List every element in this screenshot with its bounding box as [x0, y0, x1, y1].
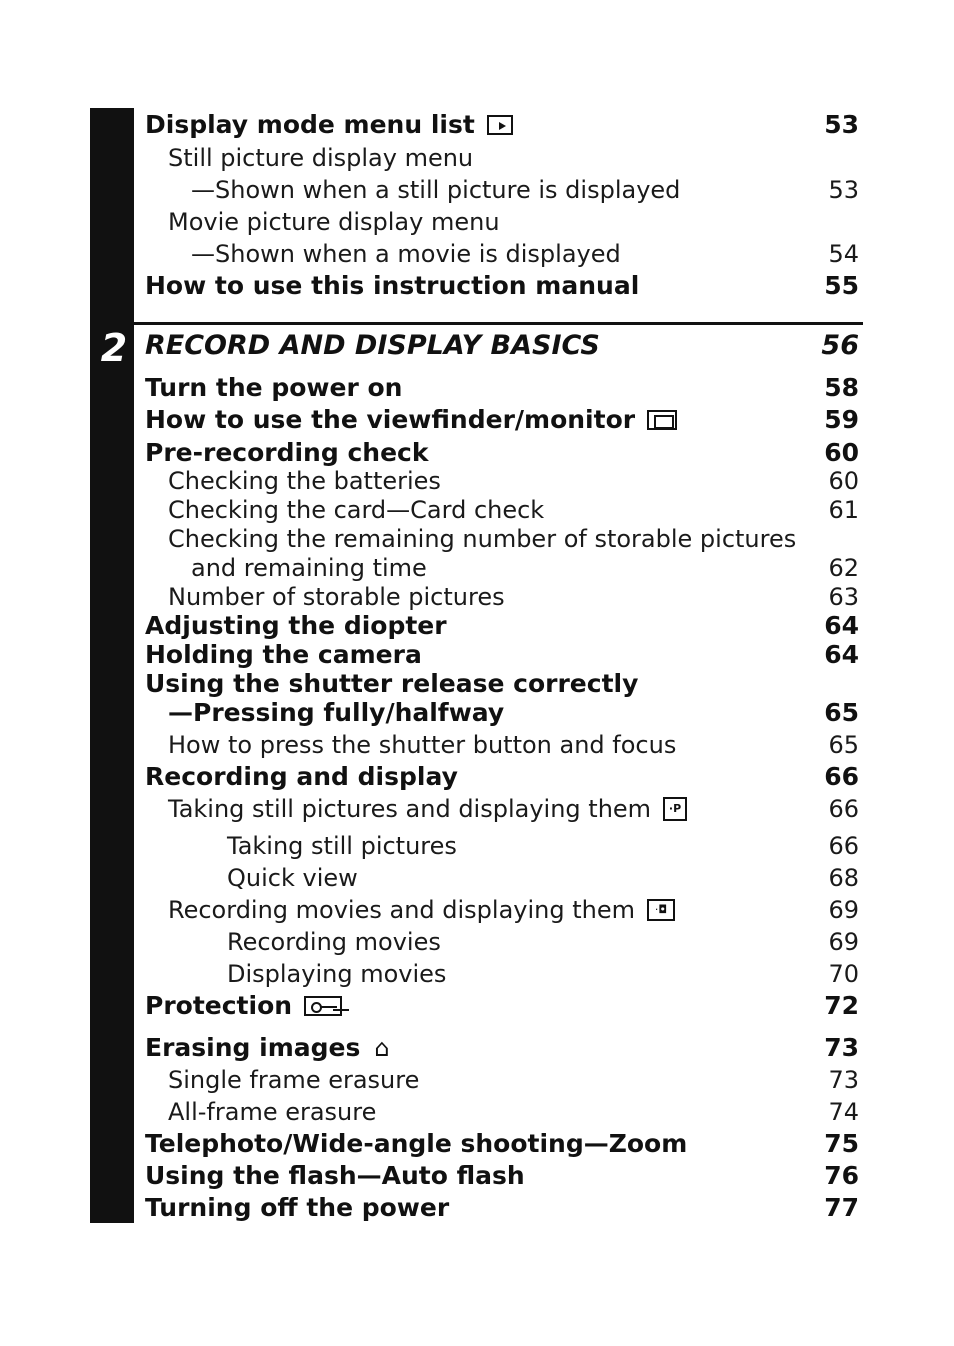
- toc-entry-page: 74: [828, 1098, 859, 1126]
- toc-entry: [0, 1129, 954, 1159]
- toc-entry-page: 61: [828, 496, 859, 524]
- toc-entry-page: 65: [828, 731, 859, 759]
- toc-entry: [0, 495, 954, 525]
- toc-entry: [0, 959, 954, 989]
- toc-entry-label: Holding the camera: [145, 640, 422, 669]
- toc-entry-label: Telephoto/Wide-angle shooting—Zoom: [145, 1129, 688, 1158]
- toc-entry-label: Pre-recording check: [145, 438, 429, 467]
- toc-entry-page: 75: [824, 1129, 859, 1158]
- toc-entry: [0, 1161, 954, 1191]
- movie-mode-icon: ·◘: [647, 899, 675, 921]
- toc-entry-page: 62: [828, 554, 859, 582]
- chapter-number: 2: [100, 326, 128, 370]
- toc-entry-page: 58: [824, 373, 859, 402]
- toc-entry-page: 66: [828, 832, 859, 860]
- monitor-icon: [647, 410, 677, 430]
- toc-entry: [0, 730, 954, 760]
- toc-entry: [0, 373, 954, 403]
- still-picture-mode-icon: ·P: [663, 797, 687, 821]
- toc-entry-page: 66: [828, 795, 859, 823]
- toc-entry-label: Erasing images: [145, 1033, 361, 1062]
- toc-entry-page: 69: [828, 896, 859, 924]
- toc-entry-page: 68: [828, 864, 859, 892]
- protect-key-icon: [304, 996, 342, 1016]
- toc-entry-label: Using the shutter release correctly: [145, 669, 639, 698]
- toc-entry-page: 72: [824, 991, 859, 1020]
- toc-entry-page: 60: [828, 467, 859, 495]
- toc-entry: [0, 1097, 954, 1127]
- toc-entry-label: How to press the shutter button and focus: [168, 731, 677, 759]
- toc-entry-label: Still picture display menu: [168, 144, 474, 172]
- trash-icon: ⌂: [374, 1034, 390, 1062]
- toc-entry-label: —Shown when a movie is displayed: [191, 240, 621, 268]
- toc-entry: [0, 863, 954, 893]
- toc-entry: [0, 1033, 954, 1063]
- toc-entry: [0, 143, 954, 173]
- toc-entry-page: 64: [824, 611, 859, 640]
- toc-entry-label: Display mode menu list: [145, 110, 475, 139]
- toc-entry-page: 55: [824, 271, 859, 300]
- toc-entry: [0, 611, 954, 641]
- toc-entry: [0, 762, 954, 792]
- toc-entry-page: 59: [824, 405, 859, 434]
- toc-entry: [0, 271, 954, 301]
- toc-entry-page: 54: [828, 240, 859, 268]
- toc-entry-page: 64: [824, 640, 859, 669]
- toc-entry-page: 69: [828, 928, 859, 956]
- toc-entry: [0, 175, 954, 205]
- display-mode-icon: [487, 115, 513, 135]
- toc-entry-label: —Pressing fully/halfway: [168, 698, 505, 727]
- toc-entry-page: 60: [824, 438, 859, 467]
- toc-entry-label: Movie picture display menu: [168, 208, 500, 236]
- toc-entry-label: How to use this instruction manual: [145, 271, 640, 300]
- toc-entry: [0, 438, 954, 468]
- toc-entry-label: —Shown when a still picture is displayed: [191, 176, 681, 204]
- toc-entry-page: 77: [824, 1193, 859, 1222]
- toc-entry-page: 53: [828, 176, 859, 204]
- toc-entry-label: How to use the viewfinder/monitor: [145, 405, 636, 434]
- toc-entry: [0, 1193, 954, 1223]
- toc-entry: [0, 110, 954, 140]
- toc-entry-label: Displaying movies: [227, 960, 447, 988]
- toc-entry-page: 65: [824, 698, 859, 727]
- toc-entry-label: Turning off the power: [145, 1193, 450, 1222]
- toc-entry: [0, 991, 954, 1021]
- toc-entry-label: Quick view: [227, 864, 358, 892]
- toc-entry-label: Checking the card—Card check: [168, 496, 545, 524]
- toc-entry: [0, 794, 954, 824]
- toc-entry: [0, 553, 954, 583]
- section-divider: [134, 322, 863, 325]
- toc-entry: [0, 831, 954, 861]
- toc-entry: [0, 669, 954, 699]
- toc-entry-label: Adjusting the diopter: [145, 611, 447, 640]
- toc-entry-label: Taking still pictures: [227, 832, 457, 860]
- toc-entry: [0, 895, 954, 925]
- toc-entry-page: 70: [828, 960, 859, 988]
- toc-entry-label: Number of storable pictures: [168, 583, 505, 611]
- chapter-heading-row: [0, 331, 954, 361]
- toc-entry: [0, 698, 954, 728]
- toc-entry: [0, 927, 954, 957]
- toc-entry-label: Using the flash—Auto flash: [145, 1161, 525, 1190]
- toc-entry: [0, 582, 954, 612]
- toc-entry-page: 76: [824, 1161, 859, 1190]
- toc-entry-label: and remaining time: [191, 554, 427, 582]
- toc-entry: [0, 1065, 954, 1095]
- toc-entry-page: 73: [828, 1066, 859, 1094]
- toc-entry-label: All-frame erasure: [168, 1098, 377, 1126]
- toc-entry: [0, 405, 954, 435]
- toc-entry-page: 66: [824, 762, 859, 791]
- toc-entry: [0, 207, 954, 237]
- toc-entry: [0, 640, 954, 670]
- toc-entry-label: Checking the batteries: [168, 467, 441, 495]
- toc-entry: [0, 466, 954, 496]
- toc-entry-page: 53: [824, 110, 859, 139]
- toc-entry-page: 73: [824, 1033, 859, 1062]
- toc-entry-label: Taking still pictures and displaying them: [168, 795, 652, 823]
- toc-entry-label: Recording and display: [145, 762, 458, 791]
- toc-entry-label: Protection: [145, 991, 293, 1020]
- toc-entry-label: Checking the remaining number of storable pictures: [168, 525, 797, 553]
- toc-entry: [0, 239, 954, 269]
- toc-entry-label: Recording movies: [227, 928, 441, 956]
- chapter-title: RECORD AND DISPLAY BASICS: [145, 330, 600, 361]
- toc-entry-label: Single frame erasure: [168, 1066, 420, 1094]
- toc-entry-page: 63: [828, 583, 859, 611]
- toc-entry-page: 56: [821, 330, 859, 361]
- toc-entry: [0, 524, 954, 554]
- toc-entry-label: Recording movies and displaying them: [168, 896, 636, 924]
- toc-entry-label: Turn the power on: [145, 373, 403, 402]
